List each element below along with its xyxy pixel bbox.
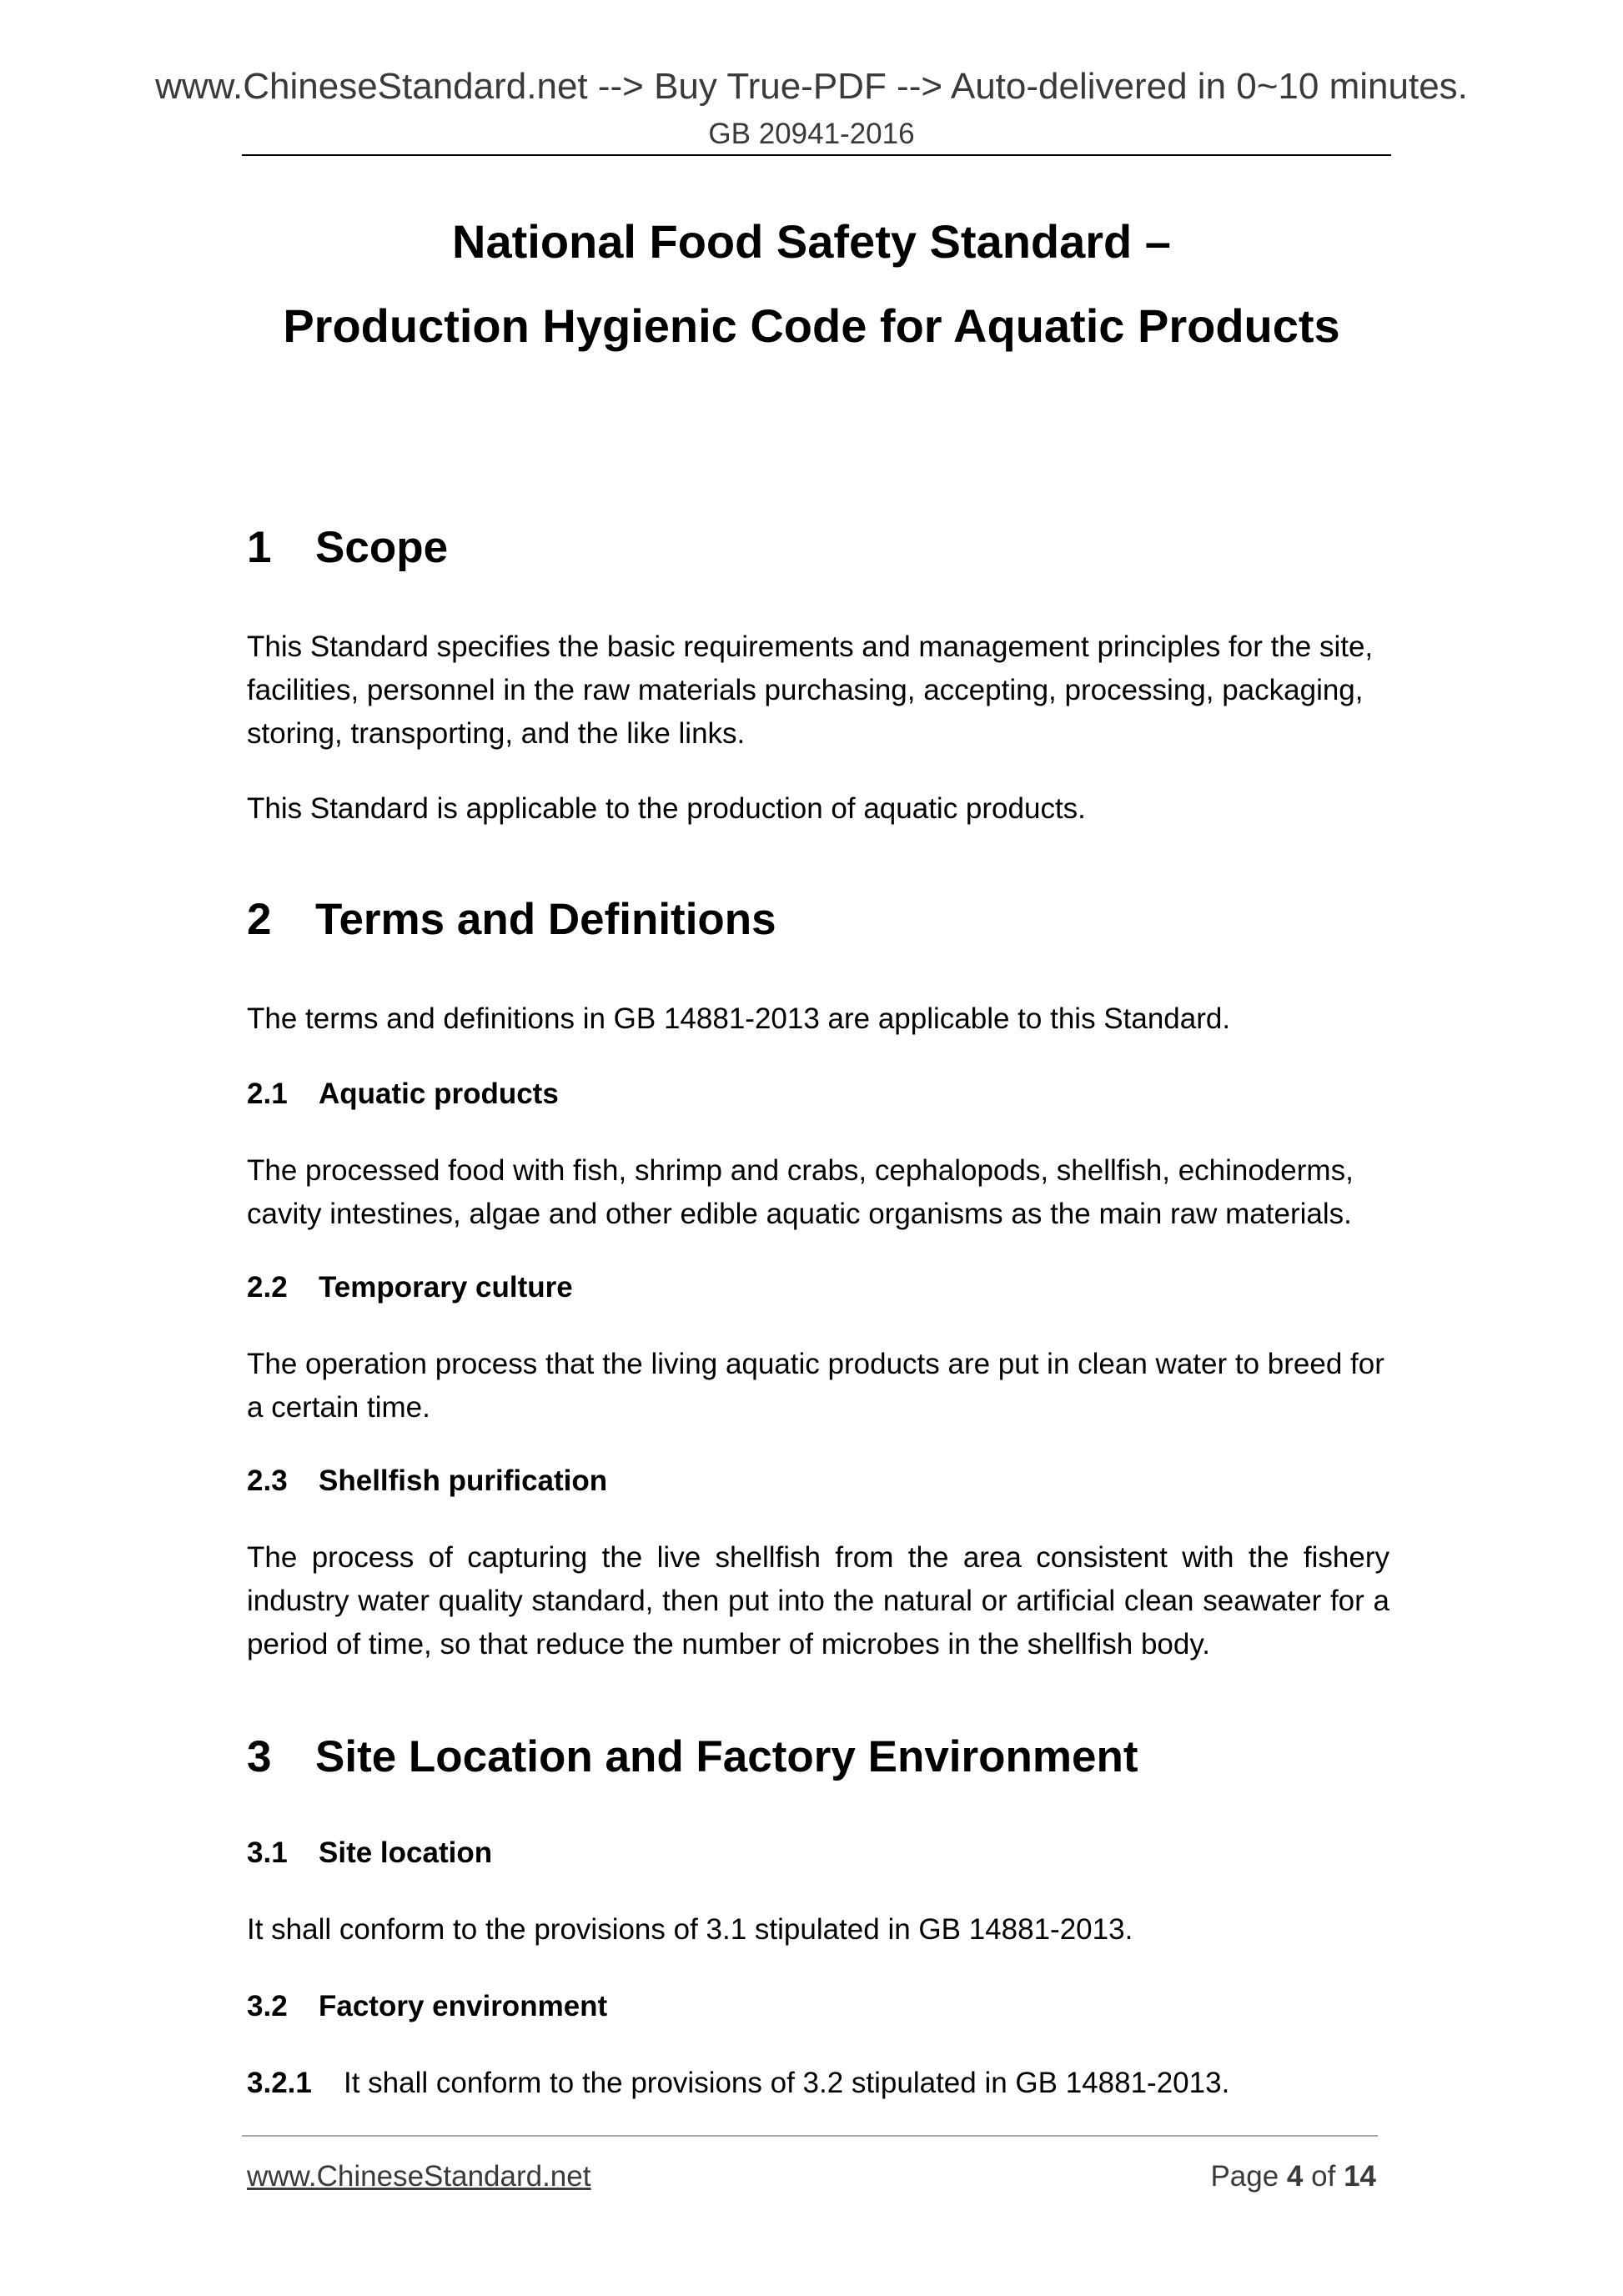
document-title-line-2: Production Hygienic Code for Aquatic Products [283,299,1340,352]
section-number: 3 [247,1732,272,1781]
subsection-number: 3.2 [247,1990,288,2022]
subsection-2-3-heading [247,1463,607,1500]
shellfish-purification-definition: The process of capturing the live shellfish from the area consistent with the fishery industry water quality standard, then put into the natural or artificial clean seawater for a period of time, so that reduce the number of microbes in the shellfish body. [247,1541,1389,1660]
section-2-heading [247,894,776,946]
subsection-title: Shellfish purification [319,1465,608,1497]
subsection-number: 2.3 [247,1465,288,1497]
scope-paragraph-1: This Standard specifies the basic requirements and management principles for the site, facilities, personnel in the raw materials purchasing, accepting, processing, packaging, storing, transporting, and the like links. [247,631,1374,750]
standard-code: GB 20941-2016 [708,118,915,150]
top-banner: www.ChineseStandard.net --> Buy True-PDF --> Auto-delivered in 0~10 minutes. [155,66,1468,107]
section-1-heading [247,522,448,574]
section-number: 2 [247,895,272,944]
aquatic-products-definition: The processed food with fish, shrimp and crabs, cephalopods, shellfish, echinoderms, cavity intestines, algae and other edible aquatic organisms as the main raw materials. [247,1154,1354,1230]
subsection-title: Site location [319,1836,493,1869]
subsection-number: 2.1 [247,1078,288,1110]
page-label: Page [1210,2160,1279,2193]
total-pages-number: 14 [1344,2160,1376,2193]
subsection-title: Factory environment [319,1990,608,2022]
document-title-line-1: National Food Safety Standard – [452,215,1171,268]
scope-paragraph-2: This Standard is applicable to the production of aquatic products. [247,792,1086,825]
clause-3-2-1 [247,2062,1229,2105]
subsection-3-2-heading [247,1988,607,2025]
subsection-number: 3.1 [247,1836,288,1869]
current-page-number: 4 [1286,2160,1304,2193]
section-title: Scope [315,523,449,572]
page-indicator [1210,2158,1376,2195]
temporary-culture-definition: The operation process that the living aquatic products are put in clean water to breed for a certain time. [247,1348,1384,1424]
section-3-heading [247,1731,1138,1783]
section-number: 1 [247,523,272,572]
clause-number: 3.2.1 [247,2067,312,2099]
subsection-3-1-heading [247,1835,492,1871]
section-title: Site Location and Factory Environment [315,1732,1138,1781]
subsection-2-1-heading [247,1076,559,1113]
clause-text: It shall conform to the provisions of 3.2 stipulated in GB 14881-2013. [344,2067,1230,2099]
page-of-label: of [1311,2160,1336,2193]
section-title: Terms and Definitions [315,895,776,944]
header-divider [242,154,1391,156]
subsection-title: Temporary culture [319,1271,573,1304]
site-location-text: It shall conform to the provisions of 3.1 stipulated in GB 14881-2013. [247,1913,1133,1946]
footer-divider [242,2135,1378,2137]
subsection-number: 2.2 [247,1271,288,1304]
subsection-2-2-heading [247,1269,573,1306]
subsection-title: Aquatic products [319,1078,559,1110]
terms-intro: The terms and definitions in GB 14881-2013 are applicable to this Standard. [247,1002,1231,1035]
footer-website-link[interactable]: www.ChineseStandard.net [247,2160,591,2193]
